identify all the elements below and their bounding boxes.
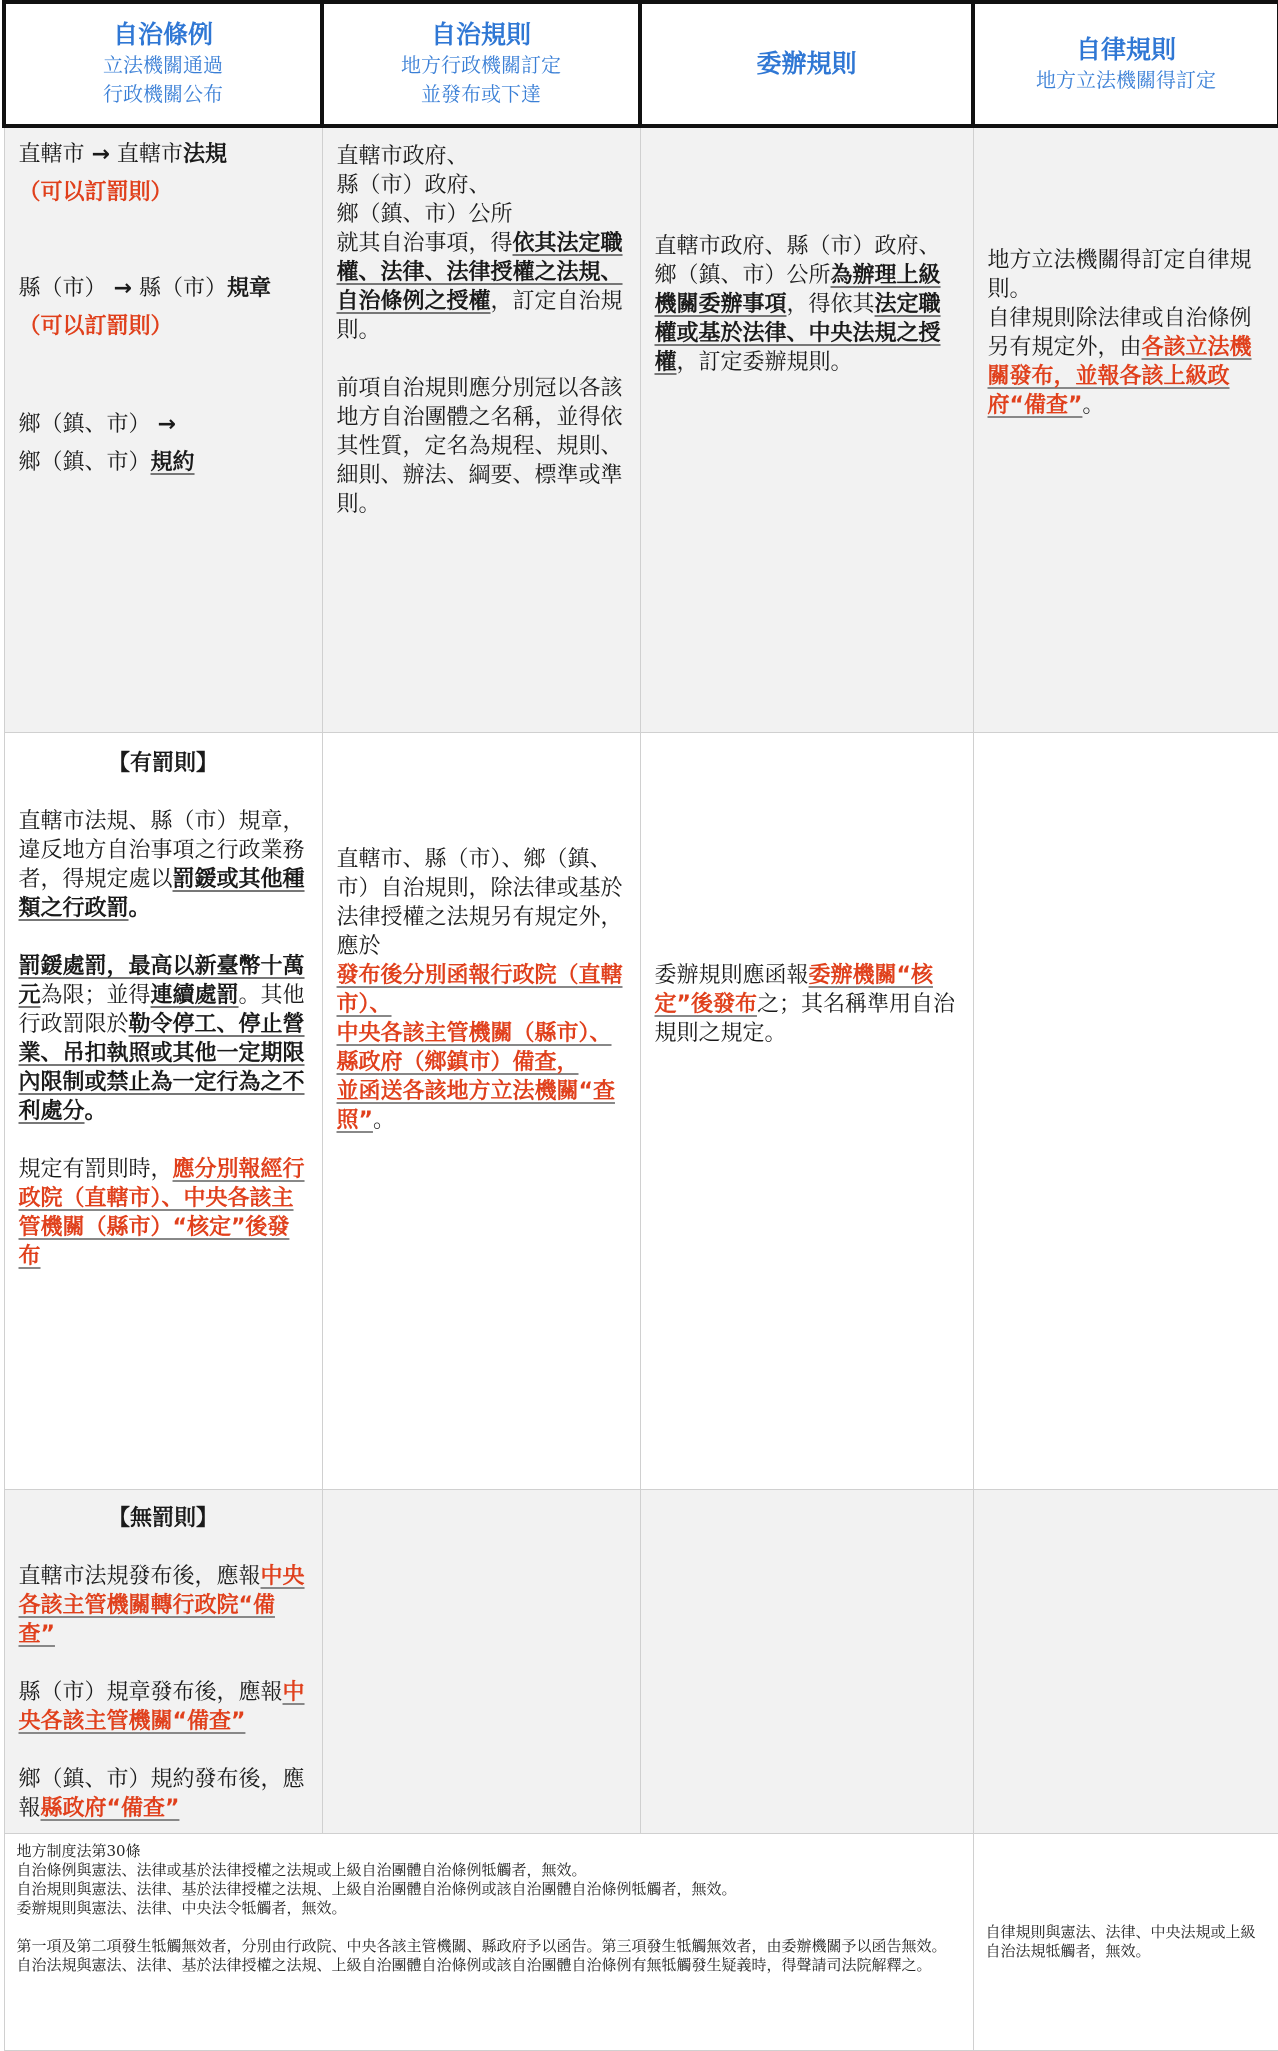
header-title: 自治條例	[112, 20, 213, 49]
footer-law-article: 地方制度法第30條 自治條例與憲法、法律或基於法律授權之法規或上級自治團體自治條例牴觸者，無效。 自治規則與憲法、法律、基於法律授權之法規、上級自治團體自治條例或該自治團體自治條例牴觸者，無效。 委辦規則與憲法、法律、中央法令牴觸者，無效。 第一項及第二項發生牴觸無效者，分別由行政院、中央各該主管機關、縣政府予以函告。第三項發生牴觸無效者，由委辦機關予以函告無效。 自治法規與憲法、法律、基於法律授權之法規、上級自治團體自治條例或該自治團體自治條例有無牴觸發生疑義時，得聲請司法院解釋之。	[4, 1834, 973, 2051]
header-row	[4, 2, 1278, 126]
header-sub: 立法機關通過	[103, 53, 223, 77]
cell-empty	[973, 1490, 1278, 1834]
cell-rules-definition: 直轄市政府、 縣（市）政府、 鄉（鎮、市）公所 就其自治事項，得依其法定職權、法律、法律授權之法規、自治條例之授權，訂定自治規則。 前項自治規則應分別冠以各該地方自治團體之名稱，並得依其性質，定名為規程、規則、細則、辦法、綱要、標準或準則。	[322, 126, 640, 733]
cell-delegated-definition: 直轄市政府、縣（市）政府、鄉（鎮、市）公所為辦理上級機關委辦事項，得依其法定職權或基於法律、中央法規之授權，訂定委辦規則。	[640, 126, 973, 733]
penalty-note: （可以訂罰則）	[18, 314, 173, 339]
cell-delegated-report: 委辦規則應函報委辦機關“核定”後發布之；其名稱準用自治規則之規定。	[640, 733, 973, 1490]
header-self-government-rules	[322, 2, 640, 126]
header-sub: 地方立法機關得訂定	[1036, 67, 1216, 92]
cell-empty	[973, 733, 1278, 1490]
header-title: 自治規則	[430, 20, 531, 49]
cell-rules-report: 直轄市、縣（市）、鄉（鎮、市）自治規則，除法律或基於法律授權之法規另有規定外，應於 發布後分別函報行政院（直轄市）、 中央各該主管機關（縣市）、 縣政府（鄉鎮市）備查， 並函送各該地方立法機關“查照”。	[322, 733, 640, 1490]
header-sub: 行政機關公布	[103, 82, 223, 106]
local-regulations-table	[2, 0, 1278, 2051]
ordinance-line: 鄉（鎮、市） → 鄉（鎮、市）規約	[18, 412, 195, 475]
table-row	[4, 126, 1278, 733]
section-title: 【有罰則】	[107, 751, 218, 776]
cell-empty	[640, 1490, 973, 1834]
cell-no-penalty: 【無罰則】 直轄市法規發布後，應報中央各該主管機關轉行政院“備查” 縣（市）規章發布後，應報中央各該主管機關“備查” 鄉（鎮、市）規約發布後，應報縣政府“備查”	[4, 1490, 322, 1834]
header-delegated-rules	[640, 2, 973, 126]
footer-row	[4, 1834, 1278, 2051]
header-sub: 並發布或下達	[421, 82, 541, 106]
table-row	[4, 733, 1278, 1490]
cell-ordinance-types	[4, 126, 322, 733]
header-title: 自律規則	[1075, 34, 1176, 64]
header-title: 委辦規則	[756, 49, 857, 78]
ordinance-line: 縣（市） → 縣（市）規章	[18, 276, 271, 301]
arrow-right-icon: →	[157, 412, 176, 437]
cell-empty	[322, 1490, 640, 1834]
cell-with-penalty: 【有罰則】 直轄市法規、縣（市）規章，違反地方自治事項之行政業務者，得規定處以罰鍰或其他種類之行政罰。 罰鍰處罰，最高以新臺幣十萬元為限；並得連續處罰。其他行政罰限於勒令停工、停止營業、吊扣執照或其他一定期限內限制或禁止為一定行為之不利處分。 規定有罰則時，應分別報經行政院（直轄市）、中央各該主管機關（縣市）“核定”後發布	[4, 733, 322, 1490]
table-row	[4, 1490, 1278, 1834]
penalty-note: （可以訂罰則）	[18, 180, 173, 205]
header-sub: 地方行政機關訂定	[401, 53, 561, 77]
ordinance-line: 直轄市 → 直轄市法規	[18, 142, 227, 167]
header-self-discipline-rules	[973, 2, 1278, 126]
header-self-government-ordinance	[4, 2, 322, 126]
arrow-right-icon: →	[113, 276, 132, 301]
arrow-right-icon: →	[91, 142, 110, 167]
cell-discipline-definition: 地方立法機關得訂定自律規則。 自律規則除法律或自治條例另有規定外，由各該立法機關發布，並報各該上級政府“備查”。	[973, 126, 1278, 733]
section-title: 【無罰則】	[107, 1506, 218, 1531]
footer-discipline-note: 自律規則與憲法、法律、中央法規或上級自治法規牴觸者，無效。	[973, 1834, 1278, 2051]
